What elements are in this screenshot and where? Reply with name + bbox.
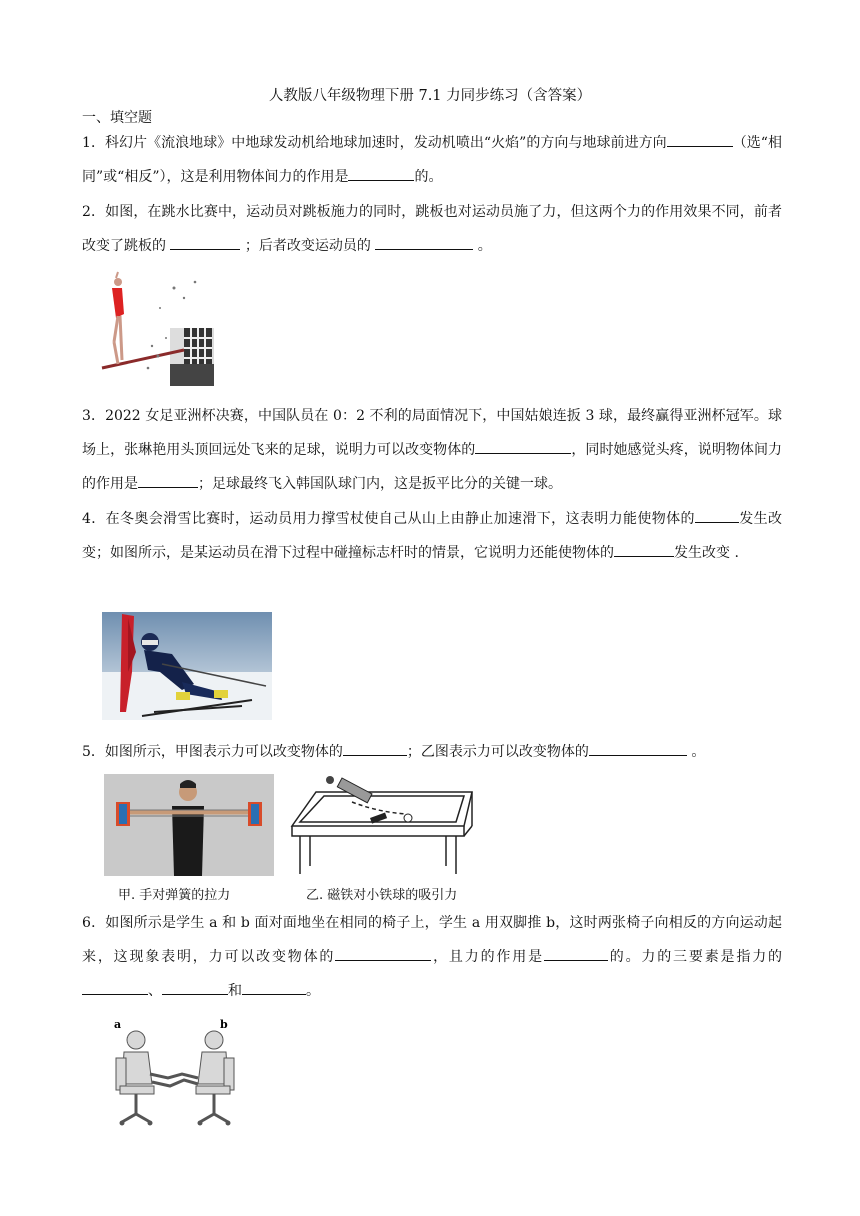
section-heading: 一、填空题 — [82, 110, 152, 126]
answer-blank[interactable] — [343, 741, 407, 756]
q6-text-c: 的。力的三要素是指力的 — [607, 949, 783, 965]
q6-text-e: 和 — [228, 983, 242, 999]
answer-blank[interactable] — [614, 542, 674, 557]
q5-text-a: 5．如图所示，甲图表示力可以改变物体的 — [82, 744, 343, 760]
q1-text-c: 的。 — [414, 169, 443, 185]
skiing-image — [102, 612, 272, 720]
answer-blank[interactable] — [82, 980, 148, 995]
answer-blank[interactable] — [667, 132, 733, 147]
q4-text-c: 发生改变 . — [674, 545, 739, 561]
answer-blank[interactable] — [589, 741, 687, 756]
students-chairs-image — [106, 1018, 242, 1128]
answer-blank[interactable] — [138, 473, 198, 488]
page-title: 人教版八年级物理下册 7.1 力同步练习（含答案） — [268, 88, 592, 104]
figure-caption-jia: 甲. 手对弹簧的拉力 — [118, 888, 231, 903]
q5-text-b: ；乙图表示力可以改变物体的 — [406, 744, 589, 760]
q3-text-c: ；足球最终飞入韩国队球门内，这是扳平比分的关键一球。 — [198, 476, 562, 492]
q2-text-c: 。 — [473, 238, 492, 254]
label-a: a — [114, 1018, 122, 1031]
answer-blank[interactable] — [695, 508, 739, 523]
spring-stretch-image — [104, 774, 274, 876]
answer-blank[interactable] — [348, 166, 414, 181]
q6-text-a: 6．如图所示是学生 a 和 b 面对面地坐在相同的椅子上，学生 a 用双脚推 b，这时两张椅子向相反的方向运动起来，这现象表明，力可以改变物体的 — [82, 915, 782, 965]
question-1 — [82, 126, 782, 194]
question-4 — [82, 502, 782, 570]
q6-text-f: 。 — [306, 983, 320, 999]
q6-text-d: 、 — [148, 983, 162, 999]
question-2 — [82, 195, 782, 263]
answer-blank[interactable] — [170, 235, 240, 250]
answer-blank[interactable] — [335, 946, 431, 961]
q5-text-c: 。 — [686, 744, 706, 760]
answer-blank[interactable] — [475, 439, 571, 454]
q6-text-b: ，且力的作用是 — [431, 949, 544, 965]
q3-text-b: ，同时她感觉头疼，说明物体间力的作用是 — [82, 442, 783, 492]
answer-blank[interactable] — [375, 235, 473, 250]
q2-text-a: 2．如图，在跳水比赛中，运动员对跳板施力的同时，跳板也对运动员施了力，但这两个力的作用效果不同，前者改变了跳板的 — [82, 204, 782, 254]
answer-blank[interactable] — [544, 946, 608, 961]
q1-text-b: （选“相同”或“相反”），这是利用物体间力的作用是 — [82, 135, 782, 185]
q1-text-a: 1．科幻片《流浪地球》中地球发动机给地球加速时，发动机喷出“火焰”的方向与地球前进方向 — [82, 135, 667, 151]
answer-blank[interactable] — [162, 980, 228, 995]
label-b: b — [220, 1018, 228, 1031]
q4-text-a: 4．在冬奥会滑雪比赛时，运动员用力撑雪杖使自己从山上由静止加速滑下，这表明力能使物体的 — [82, 511, 695, 527]
diving-board-image — [100, 268, 216, 388]
question-3 — [82, 399, 782, 501]
figure-caption-yi: 乙. 磁铁对小铁球的吸引力 — [306, 888, 458, 903]
question-5 — [82, 735, 782, 769]
answer-blank[interactable] — [242, 980, 306, 995]
q2-text-b: ；后者改变运动员的 — [240, 238, 376, 254]
q4-text-b: 发生改变；如图所示，是某运动员在滑下过程中碰撞标志杆时的情景，它说明力还能使物体的 — [82, 511, 783, 561]
magnet-table-image — [288, 774, 478, 878]
q3-text-a: 3．2022 女足亚洲杯决赛，中国队员在 0：2 不利的局面情况下，中国姑娘连扳 3 球，最终赢得亚洲杯冠军。球场上，张琳艳用头顶回远处飞来的足球，说明力可以改变物体的 — [82, 408, 782, 458]
question-6 — [82, 906, 782, 1008]
